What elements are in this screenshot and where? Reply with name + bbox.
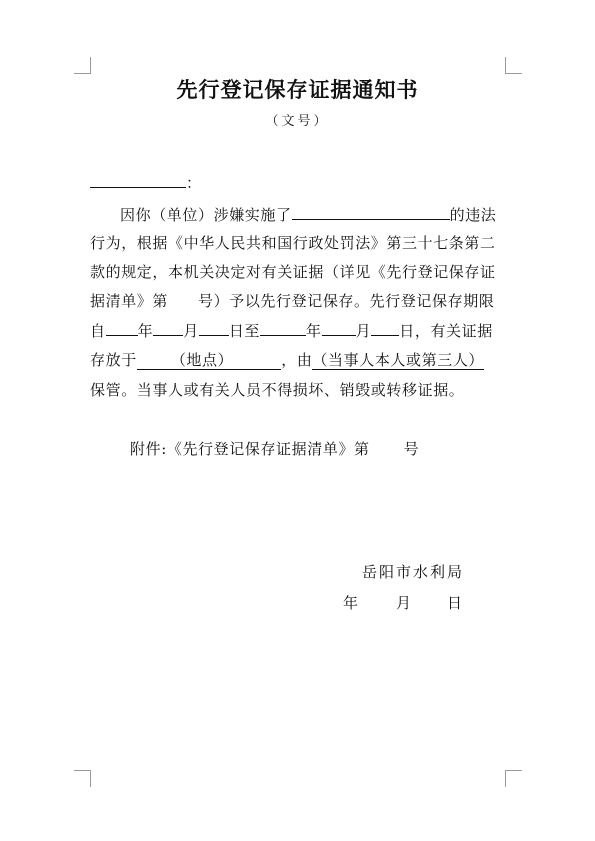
crop-mark-bottom-left: [74, 770, 91, 787]
crop-mark-top-right: [505, 57, 522, 74]
body-l4-b: 号）予以先行登记保存。先行登记保存期限: [198, 292, 495, 310]
body-line-6: [90, 348, 510, 372]
body-line-4: [90, 289, 510, 313]
end-year-blank[interactable]: [260, 318, 306, 336]
body-line-7: 保管。当事人或有关人员不得损坏、销毁或转移证据。: [90, 381, 465, 399]
date-month: 月: [396, 594, 412, 612]
annex-prefix: 附件:《先行登记保存证据清单》第: [130, 440, 370, 458]
body-l6-b: ，由: [281, 351, 313, 369]
violation-blank[interactable]: [292, 202, 450, 220]
body-l5-zi: 自: [90, 322, 106, 340]
body-l5-yue2: 月: [355, 322, 372, 340]
start-year-blank[interactable]: [106, 318, 138, 336]
document-title: 先行登记保存证据通知书: [176, 77, 419, 102]
body-line-3: 款的规定，本机关决定对有关证据（详见《先行登记保存证: [90, 263, 496, 281]
custodian-hint: （当事人本人或第三人）: [312, 351, 485, 369]
body-line-5: [90, 318, 510, 342]
annex-line: [130, 438, 419, 459]
body-l1-a: 因你（单位）涉嫌实施了: [120, 206, 292, 224]
body-l5-ri-zhi: 日至: [228, 322, 261, 340]
start-month-blank[interactable]: [153, 318, 183, 336]
annex-suffix: 号: [403, 440, 420, 458]
body-l4-a: 据清单》第: [90, 292, 169, 310]
body-l5-nian2: 年: [306, 322, 322, 340]
body-line-1: [90, 202, 510, 226]
recipient-colon: ：: [186, 174, 202, 192]
signature-date: [343, 592, 462, 613]
body-l5-nian: 年: [137, 322, 154, 340]
body-l5-yue: 月: [183, 322, 199, 340]
issuing-organization: 岳阳市水利局: [362, 563, 465, 581]
body-l5-tail: 日，有关证据: [399, 322, 493, 340]
end-day-blank[interactable]: [371, 318, 399, 336]
date-year: 年: [343, 594, 359, 612]
date-day: 日: [447, 594, 463, 612]
body-line-2: 行为，根据《中华人民共和国行政处罚法》第三十七条第二: [90, 234, 496, 252]
body-l1-b: 的违法: [449, 206, 497, 224]
crop-mark-top-left: [74, 57, 91, 74]
custodian-field[interactable]: [312, 351, 484, 370]
document-number: （文号）: [265, 114, 330, 129]
storage-location-hint: （地点）: [170, 351, 234, 369]
recipient-blank[interactable]: [90, 170, 186, 188]
storage-location-field[interactable]: [137, 351, 281, 370]
end-month-blank[interactable]: [322, 318, 356, 336]
start-day-blank[interactable]: [199, 318, 229, 336]
recipient-line: [90, 170, 510, 194]
crop-mark-bottom-right: [505, 770, 522, 787]
body-l6-a: 存放于: [90, 351, 137, 369]
